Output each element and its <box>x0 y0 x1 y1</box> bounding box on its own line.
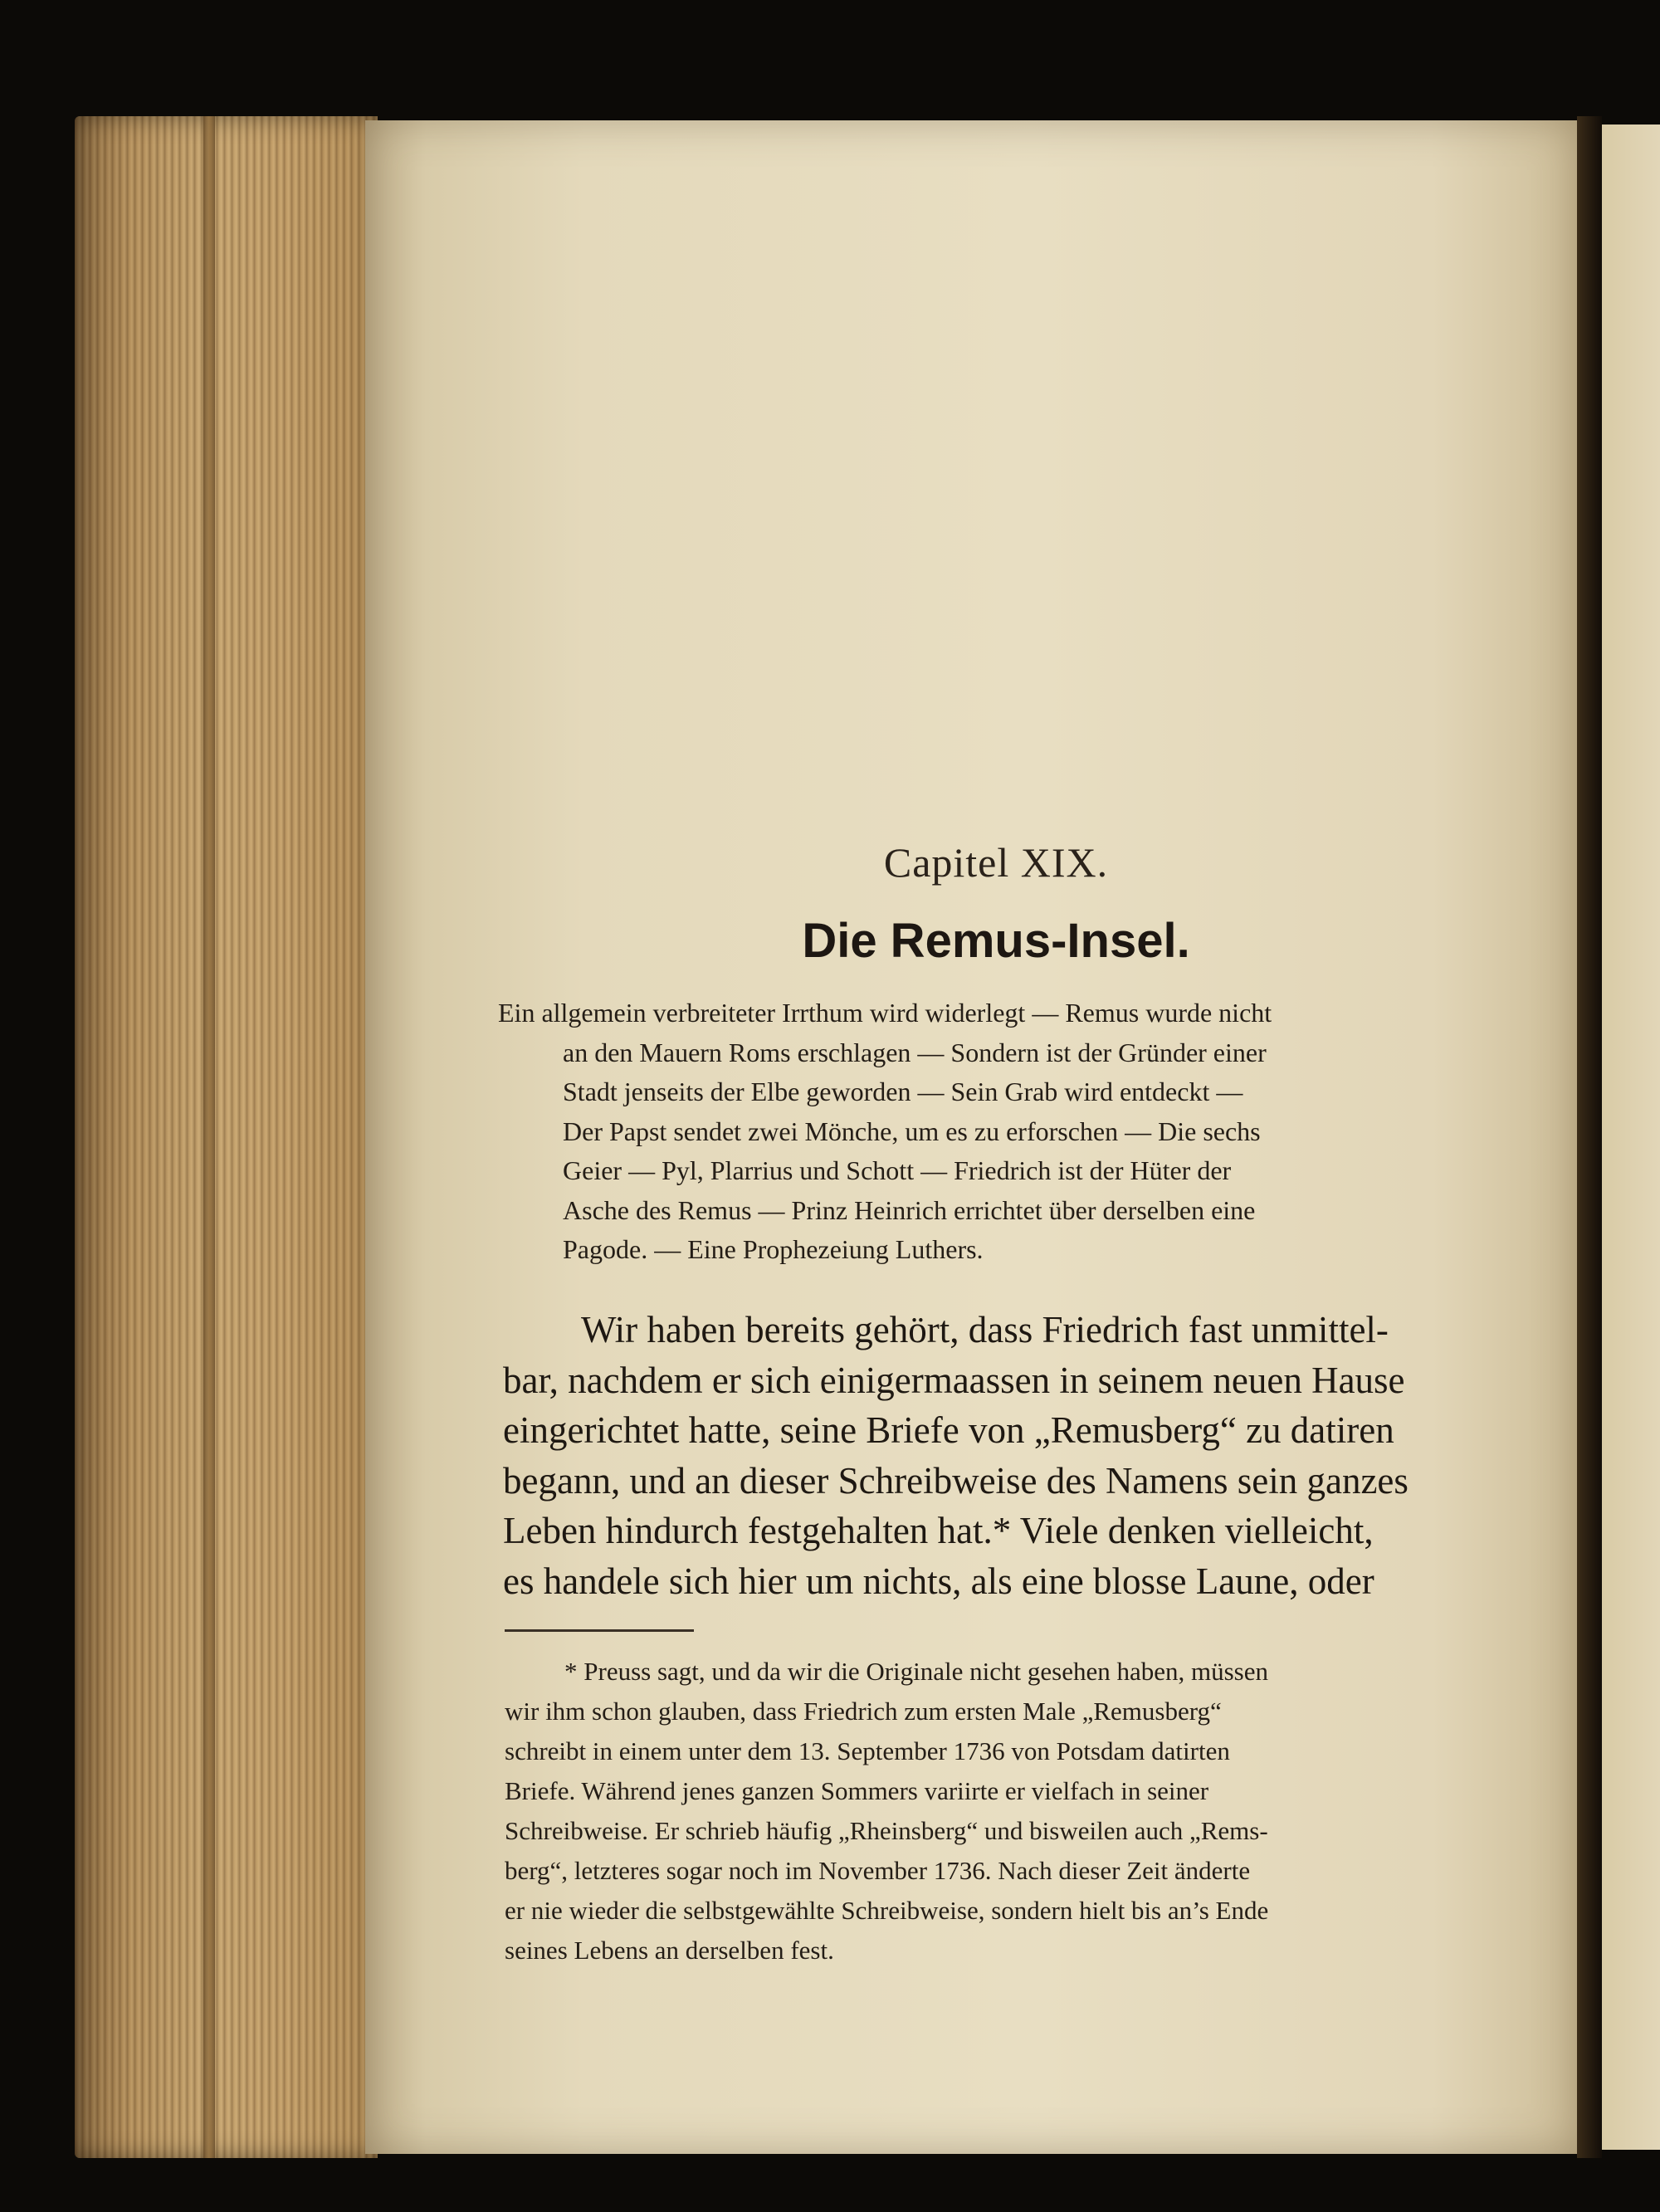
facing-page-edge <box>1602 125 1660 2150</box>
body-line: begann, und an dieser Schreibweise des Namens sein ganzes <box>503 1459 1409 1502</box>
summary-line: Der Papst sendet zwei Mönche, um es zu erforschen — Die sechs <box>563 1116 1261 1146</box>
footnote-line: berg“, letzteres sogar noch im November 1736. Nach dieser Zeit änderte <box>505 1856 1251 1885</box>
body-line: eingerichtet hatte, seine Briefe von „Remusberg“ zu datiren <box>503 1409 1394 1451</box>
footnote-line: wir ihm schon glauben, dass Friedrich zum ersten Male „Remusberg“ <box>505 1697 1222 1726</box>
footnote <box>505 1652 1501 1970</box>
body-line: es handele sich hier um nichts, als eine blosse Laune, oder <box>503 1560 1374 1602</box>
footnote-line: er nie wieder die selbstgewählte Schreibweise, sondern hielt bis an’s Ende <box>505 1896 1269 1925</box>
footnote-line: Briefe. Während jenes ganzen Sommers variirte er vielfach in seiner <box>505 1776 1209 1805</box>
summary-line: Geier — Pyl, Plarrius und Schott — Friedrich ist der Hüter der <box>563 1155 1232 1185</box>
page-stack-edge <box>75 116 378 2158</box>
footnote-rule <box>505 1629 694 1632</box>
book-gutter <box>1577 116 1602 2158</box>
chapter-title: Die Remus-Insel. <box>802 914 1190 968</box>
body-line: Leben hindurch festgehalten hat.* Viele denken vielleicht, <box>503 1510 1374 1551</box>
summary-line: Ein allgemein verbreiteter Irrthum wird widerlegt — Remus wurde nicht <box>498 998 1272 1028</box>
summary-line: Pagode. — Eine Prophezeiung Luthers. <box>563 1234 984 1264</box>
body-paragraph <box>503 1305 1499 1606</box>
body-line: bar, nachdem er sich einigermaassen in seinem neuen Hause <box>503 1359 1405 1401</box>
footnote-line: * Preuss sagt, und da wir die Originale nicht gesehen haben, müssen <box>564 1657 1269 1686</box>
chapter-summary <box>498 994 1461 1270</box>
footnote-line: schreibt in einem unter dem 13. September 1736 von Potsdam datirten <box>505 1736 1230 1765</box>
chapter-number: Capitel XIX. <box>883 839 1109 886</box>
footnote-line: Schreibweise. Er schrieb häufig „Rheinsberg“ und bisweilen auch „Rems- <box>505 1816 1268 1845</box>
page-stack-divider <box>203 116 215 2158</box>
summary-line: Asche des Remus — Prinz Heinrich errichtet über derselben eine <box>563 1194 1256 1225</box>
summary-line: an den Mauern Roms erschlagen — Sondern ist der Gründer einer <box>563 1037 1267 1067</box>
footnote-line: seines Lebens an derselben fest. <box>505 1936 834 1965</box>
summary-line: Stadt jenseits der Elbe geworden — Sein Grab wird entdeckt — <box>563 1077 1243 1106</box>
body-line: Wir haben bereits gehört, dass Friedrich fast unmittel- <box>581 1309 1389 1350</box>
